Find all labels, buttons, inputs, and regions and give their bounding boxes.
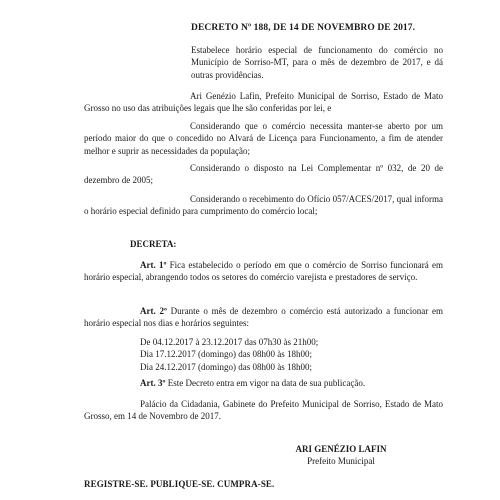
article-1 — [84, 259, 443, 284]
article-1-text: Fica estabelecido o período em que o comércio de Sorriso funcionará em horário especial, abrangendo todos os setores do comércio varejista e prestadores de serviço. — [84, 260, 443, 283]
article-2-label: Art. 2º — [140, 306, 167, 316]
article-1-label: Art. 1º — [140, 260, 167, 270]
article-3 — [84, 377, 443, 389]
considerando-paragraph-2: Considerando o disposto na Lei Complementar nº 032, de 20 de dezembro de 2005; — [84, 163, 443, 186]
preamble-paragraph: Ari Genézio Lafin, Prefeito Municipal de Sorriso, Estado de Mato Grosso no uso das atribuições legais que lhe são conferidas por lei, e — [84, 91, 443, 114]
signer-name: ARI GENÉZIO LAFIN — [295, 444, 387, 454]
considerando-paragraph-3: Considerando o recebimento do Ofício 057/ACES/2017, qual informa o horário especial definido para cumprimento do comércio local; — [84, 194, 443, 217]
footer-formula: REGISTRE-SE. PUBLIQUE-SE. CUMPRA-SE. — [84, 479, 275, 489]
closing-paragraph: Palácio da Cidadania, Gabinete do Prefeito Municipal de Sorriso, Estado de Mato Grosso, em 14 de Novembro de 2017. — [84, 399, 443, 422]
considerando-paragraph-1: Considerando que o comércio necessita manter-se aberto por um período maior do que o concedido no Alvará de Licença para Funcionamento, a fim de atender melhor e suprir as necessidades da população; — [84, 121, 443, 156]
signer-role: Prefeito Municipal — [307, 456, 375, 467]
schedule-item-2: Dia 17.12.2017 (domingo) das 08h00 às 18h00; — [140, 349, 312, 360]
article-2 — [84, 305, 443, 330]
article-3-text: Este Decreto entra em vigor na data de sua publicação. — [165, 378, 366, 388]
decreta-heading: DECRETA: — [130, 239, 177, 249]
article-3-label: Art. 3º — [140, 378, 166, 388]
schedule-item-1: De 04.12.2017 à 23.12.2017 das 07h30 às 21h00; — [140, 337, 319, 347]
article-2-text: Durante o mês de dezembro o comércio está autorizado a funcionar em horário especial nos dias e horários seguintes: — [84, 306, 443, 329]
decree-title: DECRETO Nº 188, DE 14 DE NOVEMBRO DE 2017. — [191, 23, 416, 33]
signature-block — [285, 443, 397, 468]
decree-summary: Estabelece horário especial de funcionamento do comércio no Município de Sorriso-MT, para o mês de dezembro de 2017, e dá outras providências. — [191, 45, 443, 80]
schedule-list — [140, 336, 318, 373]
schedule-item-3: Dia 24.12.2017 (domingo) das 08h00 às 18h00; — [140, 361, 312, 372]
